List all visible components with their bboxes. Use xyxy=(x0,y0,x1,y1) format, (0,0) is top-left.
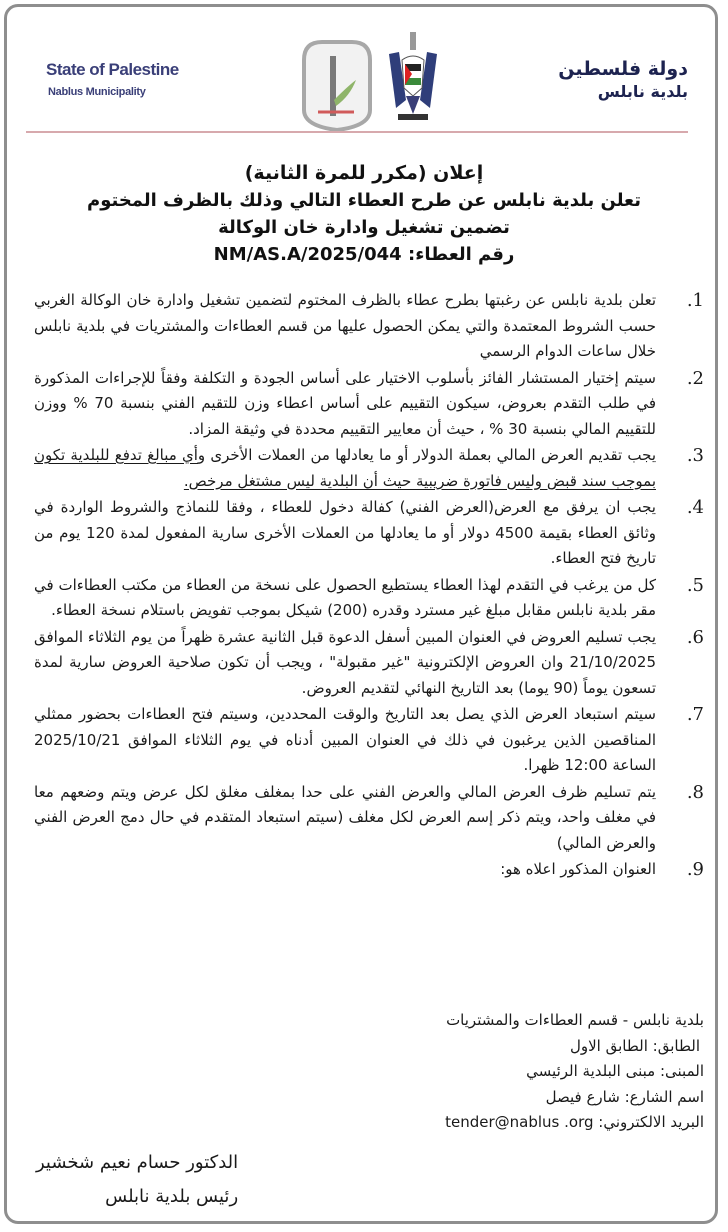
municipality-emblem xyxy=(304,42,370,130)
english-header xyxy=(46,60,179,98)
arabic-subtitle: بلدية نابلس xyxy=(597,82,688,101)
signatory-title: رئيس بلدية نابلس xyxy=(105,1186,239,1207)
signatory-name: الدكتور حسام نعيم شخشير xyxy=(36,1152,239,1173)
item-number: .9 xyxy=(686,859,704,880)
list-item xyxy=(34,702,704,779)
list-item xyxy=(34,288,704,365)
tender-subject: تضمين تشغيل وادارة خان الوكالة xyxy=(218,217,510,238)
arabic-title: دولة فلسطين xyxy=(558,58,688,80)
item-text: سيتم إختيار المستشار الفائز بأسلوب الاختيار على أساس الجودة و التكلفة وفقاً للإجراءات المذكورة في طلب التقدم بعروض، سيكون التقييم على أساس اعطاء وزن للتقيم الفني بنسبة 70 % ووزن للتقييم المالي بنسبة 30 % ، حيث أن معايير التقييم محددة في وثيقة المزاد. xyxy=(34,368,656,438)
list-item xyxy=(34,857,704,883)
address-line-building: المبنى: مبنى البلدية الرئيسي xyxy=(526,1062,704,1080)
address-line-floor: الطابق: الطابق الاول xyxy=(569,1036,700,1055)
signature-block xyxy=(36,1146,238,1214)
arabic-header xyxy=(558,58,688,101)
item-number: .7 xyxy=(686,704,704,725)
english-title: State of Palestine xyxy=(46,60,179,79)
item-text: يجب تسليم العروض في العنوان المبين أسفل الدعوة قبل الثانية عشرة ظهراً من يوم الثلاثاء الموافق 21/10/2025 وان العروض الإلكترونية "غير مقبولة" ، ويجب أن تكون صلاحية العروض سارية لمدة تسعون يوماً (90 يوما) بعد التاريخ النهائي لتقديم العروض. xyxy=(34,627,656,697)
item-text: العنوان المذكور اعلاه هو: xyxy=(500,860,656,878)
announcement-title-block xyxy=(0,160,728,268)
list-item xyxy=(34,366,704,443)
logos xyxy=(294,30,464,134)
list-item xyxy=(34,625,704,702)
item-number: .2 xyxy=(686,367,704,389)
header-divider xyxy=(26,131,688,133)
tender-number-line xyxy=(0,241,728,268)
email-label: البريد الالكتروني: xyxy=(598,1113,704,1131)
list-item xyxy=(34,495,704,572)
address-line-email xyxy=(445,1110,704,1136)
item-number: .3 xyxy=(686,445,704,466)
list-item xyxy=(34,443,704,494)
address-block xyxy=(445,1008,704,1136)
item-text: يتم تسليم ظرف العرض المالي والعرض الفني على حدا بمغلف مغلق لكل عرض ويتم وضعهم معا في مغلف واحد، ويتم ذكر إسم العرض لكل مغلف (سيتم استبعاد المتقدم في حال دمج العرض الفني والعرض المالي) xyxy=(34,782,656,852)
nablus-municipality-emblem-icon xyxy=(294,30,464,134)
item-text: كل من يرغب في التقدم لهذا العطاء يستطيع الحصول على نسخة من العطاء من مكتب العطاءات في مقر بلدية نابلس مقابل مبلغ غير مسترد وقدره (200) شيكل بموجب تفويض باستلام نسخة العطاء. xyxy=(34,575,656,619)
letterhead xyxy=(26,24,702,132)
announcement-heading: إعلان (مكرر للمرة الثانية) xyxy=(244,162,484,184)
item-text-underlined: أي مبالغ تدفع للبلدية تكون بموجب سند قبض وليس فاتورة ضريبية حيث أن البلدية ليس مشتغل مرخص. xyxy=(34,446,656,490)
email-link[interactable]: tender@nablus .org xyxy=(445,1113,594,1131)
item-number: .6 xyxy=(686,626,704,648)
english-subtitle: Nablus Municipality xyxy=(48,86,146,98)
address-line-street: اسم الشارع: شارع فيصل xyxy=(545,1087,704,1106)
list-item xyxy=(34,573,704,624)
item-text: يجب ان يرفق مع العرض(العرض الفني) كفالة دخول للعطاء ، وفقا للنماذج والشروط الواردة في وثائق العطاء بقيمة 4500 دولار أو ما يعادلها من العملات الأخرى سارية المفعول لمدة 120 يوم من تاريخ فتح العطاء. xyxy=(34,498,656,567)
item-number: .5 xyxy=(686,574,704,596)
tender-number-label: رقم العطاء: xyxy=(408,244,515,265)
item-number: .8 xyxy=(686,781,704,803)
announcement-subheading: تعلن بلدية نابلس عن طرح العطاء التالي وذلك بالظرف المختوم xyxy=(87,190,641,211)
item-text: تعلن بلدية نابلس عن رغبتها بطرح عطاء بالظرف المختوم لتضمين تشغيل وادارة خان الوكالة الغربي حسب الشروط المعتمدة والتي يمكن الحصول عليها من قسم العطاءات والمشتريات في بلدية نابلس خلال ساعات الدوام الرسمي xyxy=(34,291,656,360)
list-item xyxy=(34,780,704,857)
palestine-eagle-emblem xyxy=(389,32,437,120)
item-number: .1 xyxy=(686,290,704,311)
address-line-department: بلدية نابلس - قسم العطاءات والمشتريات xyxy=(446,1011,704,1029)
item-number: .4 xyxy=(686,497,704,518)
item-text xyxy=(34,443,656,494)
terms-list xyxy=(34,288,704,884)
item-text: سيتم استبعاد العرض الذي يصل بعد التاريخ والوقت المحددين، وسيتم فتح العطاءات بحضور ممثلي المناقصين الذين يرغبون في ذلك في العنوان المبين أدناه في يوم الثلاثاء الموافق 2025/10/21 الساعة 12:00 ظهرا. xyxy=(34,705,656,774)
tender-number: NM/AS.A/2025/044 xyxy=(213,244,402,265)
item-text-plain: يجب تقديم العرض المالي بعملة الدولار أو ما يعادلها من العملات الأخرى و xyxy=(197,446,656,464)
